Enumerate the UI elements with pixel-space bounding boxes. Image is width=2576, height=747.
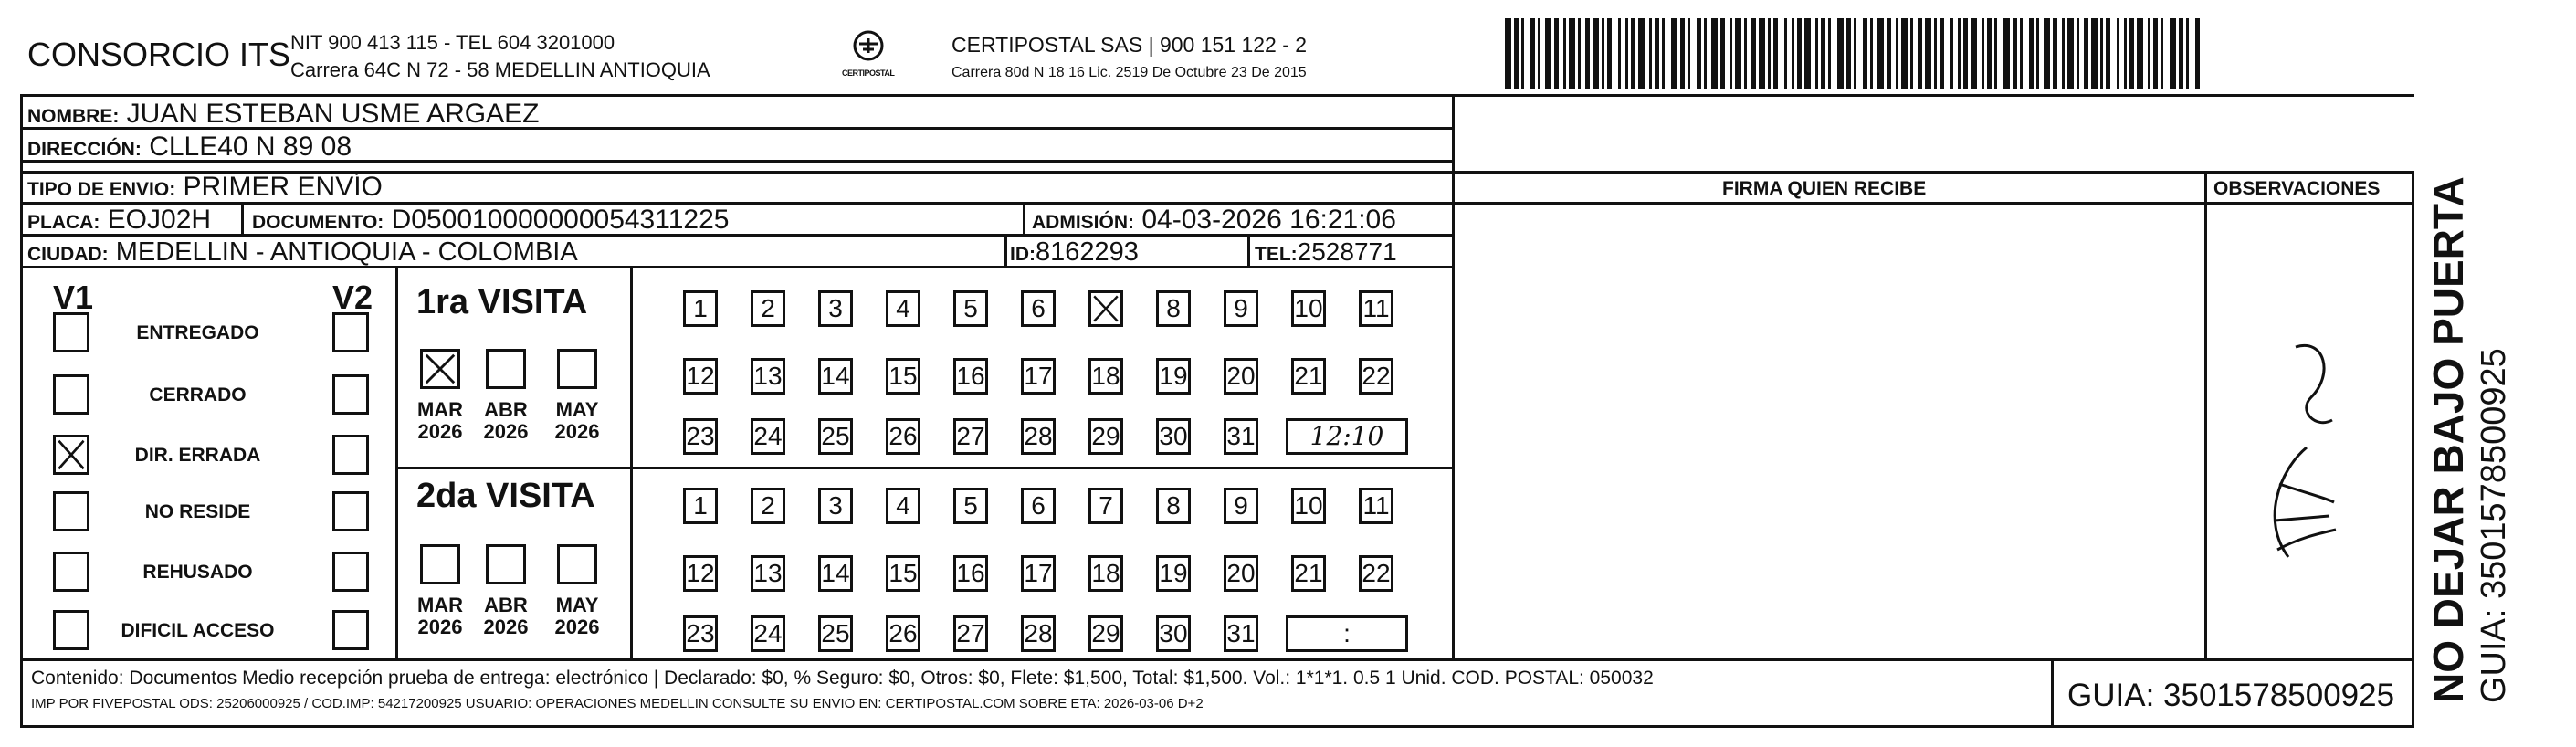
day-box[interactable]: 28 — [1021, 418, 1056, 455]
year-label: 2026 — [417, 615, 463, 638]
plate-value: EOJ02H — [107, 205, 212, 235]
city-label: CIUDAD: — [27, 244, 109, 265]
month-label: MAY — [555, 398, 599, 421]
v2-checkbox[interactable] — [332, 374, 369, 415]
day-box[interactable]: 19 — [1156, 358, 1191, 395]
vertical-guia: GUIA: 3501578500925 — [2475, 348, 2513, 703]
day-box[interactable]: 23 — [683, 418, 718, 455]
year-label: 2026 — [417, 420, 463, 443]
day-box[interactable]: 2 — [751, 290, 785, 327]
document-label: DOCUMENTO: — [252, 212, 384, 233]
barcode — [1505, 18, 2210, 91]
month-label: MAR — [416, 594, 464, 616]
carrier-address: Carrera 80d N 18 16 Lic. 2519 De Octubre 23 De 2015 — [952, 65, 1307, 80]
id-label: ID: — [1010, 244, 1036, 265]
address-label: DIRECCIÓN: — [27, 139, 142, 160]
month-label: MAY — [555, 594, 599, 616]
company-nit: NIT 900 413 115 - TEL 604 3201000 — [290, 31, 615, 54]
day-box[interactable]: 6 — [1021, 290, 1056, 327]
year-label: 2026 — [554, 615, 600, 638]
day-box[interactable]: 29 — [1088, 418, 1123, 455]
day-box[interactable]: 15 — [886, 555, 920, 592]
day-box[interactable]: 17 — [1021, 358, 1056, 395]
day-box[interactable]: 15 — [886, 358, 920, 395]
v2-checkbox[interactable] — [332, 491, 369, 531]
month-checkbox[interactable] — [420, 544, 460, 584]
city-value: MEDELLIN - ANTIOQUIA - COLOMBIA — [115, 237, 578, 267]
certipostal-logo: CERTIPOSTAL — [838, 27, 899, 82]
year-label: 2026 — [554, 420, 600, 443]
day-box[interactable]: 25 — [818, 418, 853, 455]
day-box[interactable]: 20 — [1224, 555, 1258, 592]
month-checkbox[interactable] — [557, 544, 597, 584]
day-box[interactable]: 31 — [1224, 418, 1258, 455]
day-box[interactable]: 14 — [818, 555, 853, 592]
day-box[interactable]: 7 — [1088, 488, 1123, 524]
month-label: ABR — [484, 594, 528, 616]
day-box[interactable]: 12 — [683, 358, 718, 395]
day-box[interactable] — [1088, 290, 1123, 327]
day-box[interactable]: 13 — [751, 358, 785, 395]
day-box[interactable]: 26 — [886, 615, 920, 652]
admission-value: 04-03-2026 16:21:06 — [1141, 205, 1396, 235]
day-box[interactable]: 30 — [1156, 615, 1191, 652]
day-box[interactable]: 18 — [1088, 358, 1123, 395]
day-box[interactable]: 24 — [751, 615, 785, 652]
day-box[interactable]: 9 — [1224, 290, 1258, 327]
v1-label: V1 — [53, 279, 94, 316]
day-box[interactable]: 12 — [683, 555, 718, 592]
day-box[interactable]: 24 — [751, 418, 785, 455]
observations-header: OBSERVACIONES — [2213, 178, 2381, 199]
status-label: DIR. ERRADA — [134, 445, 261, 466]
v2-checkbox[interactable] — [332, 435, 369, 475]
signature-header: FIRMA QUIEN RECIBE — [1722, 178, 1927, 199]
v2-checkbox[interactable] — [332, 552, 369, 592]
tel-value: 2528771 — [1297, 237, 1397, 266]
day-box[interactable]: 30 — [1156, 418, 1191, 455]
document-value: D050010000000054311225 — [391, 205, 730, 235]
status-label: DIFICIL ACCESO — [121, 620, 275, 641]
day-box[interactable]: 19 — [1156, 555, 1191, 592]
id-value: 8162293 — [1036, 237, 1139, 267]
plate-label: PLACA: — [27, 212, 100, 233]
visit1-title: 1ra VISITA — [416, 283, 588, 321]
day-box[interactable]: 2 — [751, 488, 785, 524]
day-box[interactable]: 31 — [1224, 615, 1258, 652]
status-label: CERRADO — [149, 384, 247, 405]
shipment-type: PRIMER ENVÍO — [183, 172, 383, 202]
v2-checkbox[interactable] — [332, 312, 369, 352]
day-box[interactable]: 9 — [1224, 488, 1258, 524]
year-label: 2026 — [483, 420, 529, 443]
tel-label: TEL: — [1255, 244, 1298, 265]
day-box[interactable]: 23 — [683, 615, 718, 652]
name-label: NOMBRE: — [27, 106, 120, 127]
recipient-name: JUAN ESTEBAN USME ARGAEZ — [126, 99, 540, 129]
day-box[interactable]: 20 — [1224, 358, 1258, 395]
day-box[interactable]: 4 — [886, 488, 920, 524]
day-box[interactable]: 21 — [1291, 555, 1326, 592]
month-checkbox[interactable] — [486, 544, 526, 584]
time-box[interactable]: 12:10 — [1286, 418, 1408, 455]
day-box[interactable]: 10 — [1291, 488, 1326, 524]
day-box[interactable]: 8 — [1156, 488, 1191, 524]
day-box[interactable]: 10 — [1291, 290, 1326, 327]
day-box[interactable]: 14 — [818, 358, 853, 395]
v2-checkbox[interactable] — [332, 610, 369, 650]
company-address: Carrera 64C N 72 - 58 MEDELLIN ANTIOQUIA — [290, 58, 710, 81]
day-box[interactable]: 28 — [1021, 615, 1056, 652]
handwritten-signature — [2224, 310, 2361, 603]
day-box[interactable]: 21 — [1291, 358, 1326, 395]
day-box[interactable]: 22 — [1359, 555, 1393, 592]
day-box[interactable]: 4 — [886, 290, 920, 327]
month-label: MAR — [416, 398, 464, 421]
day-box[interactable]: 11 — [1359, 488, 1393, 524]
company-name: CONSORCIO ITS — [27, 36, 291, 73]
day-box[interactable]: 3 — [818, 290, 853, 327]
day-box[interactable]: 27 — [953, 615, 988, 652]
admission-label: ADMISIÓN: — [1032, 212, 1134, 233]
day-box[interactable]: 3 — [818, 488, 853, 524]
month-checkbox[interactable] — [486, 349, 526, 389]
day-box[interactable]: 18 — [1088, 555, 1123, 592]
imp-line: IMP POR FIVEPOSTAL ODS: 25206000925 / COD.IMP: 54217200925 USUARIO: OPERACIONES MEDELLIN CONSULTE SU ENVIO EN: CERTIPOSTAL.COM SOBRE ETA: 2026-03-06 D+2 — [31, 696, 1204, 711]
day-box[interactable]: 27 — [953, 418, 988, 455]
day-box[interactable]: 1 — [683, 290, 718, 327]
day-box[interactable]: 16 — [953, 358, 988, 395]
status-label: REHUSADO — [142, 562, 253, 583]
day-box[interactable]: 13 — [751, 555, 785, 592]
vertical-notice — [2424, 119, 2514, 703]
recipient-address: CLLE40 N 89 08 — [149, 132, 352, 162]
year-label: 2026 — [483, 615, 529, 638]
day-box[interactable]: 1 — [683, 488, 718, 524]
visit2-title: 2da VISITA — [416, 477, 595, 515]
type-label: TIPO DE ENVIO: — [27, 179, 176, 200]
day-box[interactable]: 26 — [886, 418, 920, 455]
day-box[interactable]: 11 — [1359, 290, 1393, 327]
day-box[interactable]: 22 — [1359, 358, 1393, 395]
month-label: ABR — [484, 398, 528, 421]
v2-label: V2 — [332, 279, 373, 316]
day-box[interactable]: 17 — [1021, 555, 1056, 592]
carrier-name: CERTIPOSTAL SAS | 900 151 122 - 2 — [952, 33, 1308, 57]
status-label: NO RESIDE — [144, 501, 251, 522]
content-line: Contenido: Documentos Medio recepción prueba de entrega: electrónico | Declarado: $0, % Seguro: $0, Otros: $0, Flete: $1,500, Total: $1,500. Vol.: 1*1*1. 0.5 1 Unid. COD. POSTAL: 050032 — [31, 668, 1654, 689]
no-dejar-bajo-puerta: NO DEJAR BAJO PUERTA — [2424, 176, 2472, 703]
status-label: ENTREGADO — [136, 322, 259, 343]
month-checkbox[interactable] — [557, 349, 597, 389]
day-box[interactable]: 5 — [953, 488, 988, 524]
day-box[interactable]: 25 — [818, 615, 853, 652]
day-box[interactable]: 6 — [1021, 488, 1056, 524]
month-checkbox[interactable] — [420, 349, 460, 389]
day-box[interactable]: 16 — [953, 555, 988, 592]
time-box[interactable]: : — [1286, 615, 1408, 652]
day-box[interactable]: 8 — [1156, 290, 1191, 327]
day-box[interactable]: 5 — [953, 290, 988, 327]
footer-guia: GUIA: 3501578500925 — [2067, 678, 2395, 713]
day-box[interactable]: 29 — [1088, 615, 1123, 652]
